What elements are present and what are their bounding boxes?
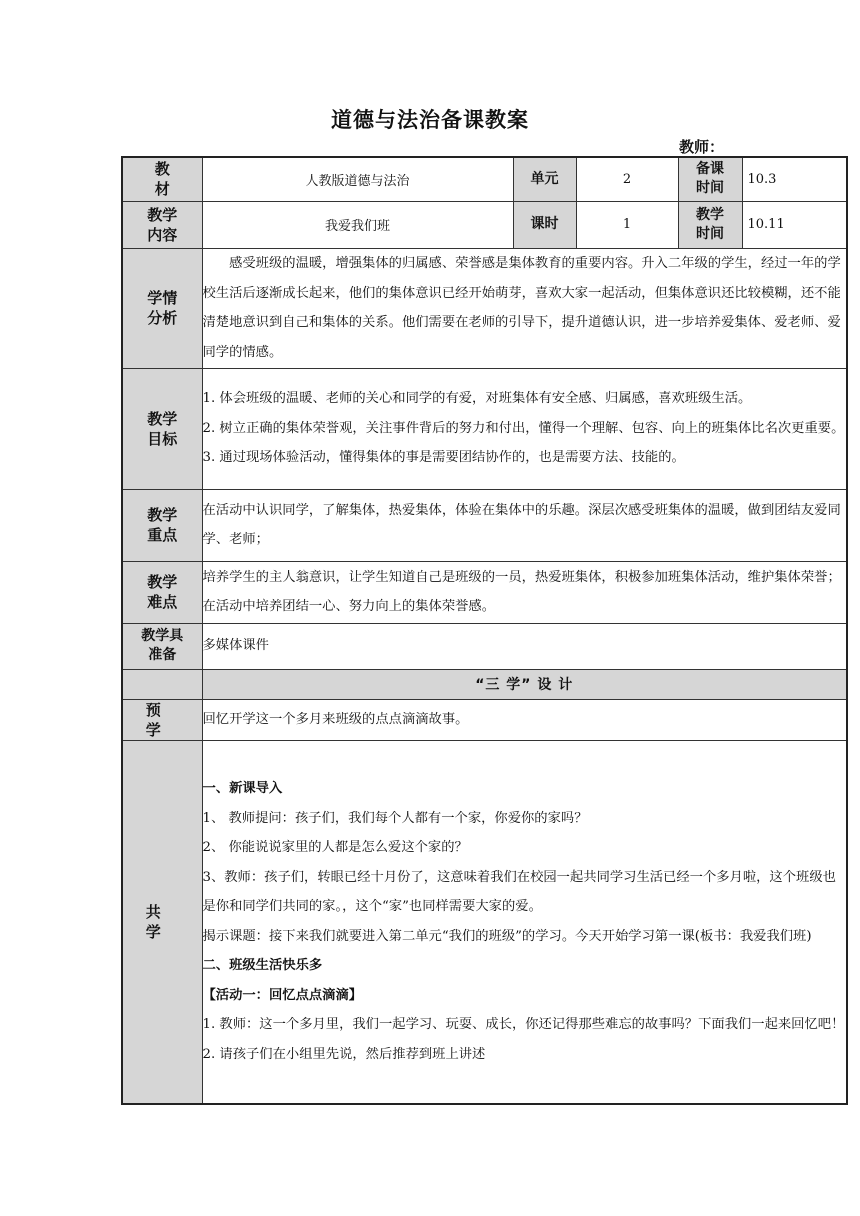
costudy-label: 共 学	[122, 740, 202, 1104]
table-row	[122, 699, 847, 740]
tools-label: 教学具 准备	[122, 623, 202, 669]
teach-time-label: 教学 时间	[678, 201, 742, 248]
lesson-plan-table	[121, 156, 848, 1105]
design-header-blank	[122, 669, 202, 699]
table-row	[122, 368, 847, 489]
table-row	[122, 157, 847, 201]
list-item: 1. 体会班级的温暖、老师的关心和同学的有爱，对班集体有安全感、归属感，喜欢班级生活。	[202, 391, 752, 407]
table-row	[122, 669, 847, 699]
key-points-label: 教学 重点	[122, 489, 202, 561]
unit-value: 2	[576, 157, 678, 201]
list-item: 3. 通过现场体验活动，懂得集体的事是需要团结协作的，也是需要方法、技能的。	[202, 450, 685, 466]
activity-title: 【活动一：回忆点点滴滴】	[202, 987, 363, 1003]
section-title: 二、班级生活快乐多	[202, 958, 323, 974]
costudy-text	[202, 740, 847, 1104]
table-row	[122, 740, 847, 1104]
key-points-text: 在活动中认识同学，了解集体，热爱集体，体验在集体中的乐趣。深层次感受班集体的温暖，做到团结友爱同学、老师；	[202, 489, 847, 561]
list-item: 揭示课题：接下来我们就要进入第二单元“我们的班级”的学习。今天开始学习第一课(板书：我爱我们班)	[202, 928, 812, 944]
list-item: 2. 请孩子们在小组里先说，然后推荐到班上讲述	[202, 1046, 486, 1062]
material-label: 教 材	[122, 157, 202, 201]
list-item: 3、教师：孩子们，转眼已经十月份了，这意味着我们在校园一起共同学习生活已经一个多月啦，这个班级也是你和同学们共同的家。，这个“家”也同样需要大家的爱。	[202, 869, 836, 915]
analysis-label: 学情 分析	[122, 248, 202, 368]
design-header: “三 学” 设 计	[202, 669, 847, 699]
goals-label: 教学 目标	[122, 368, 202, 489]
analysis-text: 感受班级的温暖，增强集体的归属感、荣誉感是集体教育的重要内容。升入二年级的学生，经过一年的学校生活后逐渐成长起来，他们的集体意识已经开始萌芽，喜欢大家一起活动，但集体意识还比较模糊，还不能清楚地意识到自己和集体的关系。他们需要在老师的引导下，提升道德认识，进一步培养爱集体、爱老师、爱同学的情感。	[202, 248, 847, 368]
period-value: 1	[576, 201, 678, 248]
list-item: 1、 教师提问：孩子们，我们每个人都有一个家，你爱你的家吗？	[202, 810, 588, 826]
table-row	[122, 623, 847, 669]
goals-text	[202, 368, 847, 489]
material-value: 人教版道德与法治	[202, 157, 513, 201]
content-value: 我爱我们班	[202, 201, 513, 248]
prestudy-text: 回忆开学这一个多月来班级的点点滴滴故事。	[202, 699, 847, 740]
section-title: 一、新课导入	[202, 781, 283, 797]
prep-time-label: 备课 时间	[678, 157, 742, 201]
table-row	[122, 489, 847, 561]
prep-time-value: 10.3	[742, 157, 847, 201]
difficulties-label: 教学 难点	[122, 561, 202, 623]
period-label: 课时	[513, 201, 576, 248]
teach-time-value: 10.11	[742, 201, 847, 248]
prestudy-label: 预 学	[122, 699, 202, 740]
table-row	[122, 248, 847, 368]
list-item: 1. 教师：这一个多月里，我们一起学习、玩耍、成长，你还记得那些难忘的故事吗？下面我们一起来回忆吧！	[202, 1017, 845, 1033]
table-row	[122, 201, 847, 248]
unit-label: 单元	[513, 157, 576, 201]
document-title: 道德与法治备课教案	[331, 108, 529, 132]
list-item: 2、 你能说说家里的人都是怎么爱这个家的？	[202, 840, 468, 856]
content-label: 教学 内容	[122, 201, 202, 248]
table-row	[122, 561, 847, 623]
tools-text: 多媒体课件	[202, 623, 847, 669]
teacher-label: 教师：	[679, 138, 725, 156]
difficulties-text: 培养学生的主人翁意识，让学生知道自己是班级的一员，热爱班集体，积极参加班集体活动，维护集体荣誉；在活动中培养团结一心、努力向上的集体荣誉感。	[202, 561, 847, 623]
list-item: 2. 树立正确的集体荣誉观，关注事件背后的努力和付出，懂得一个理解、包容、向上的班集体比名次更重要。	[202, 420, 845, 436]
